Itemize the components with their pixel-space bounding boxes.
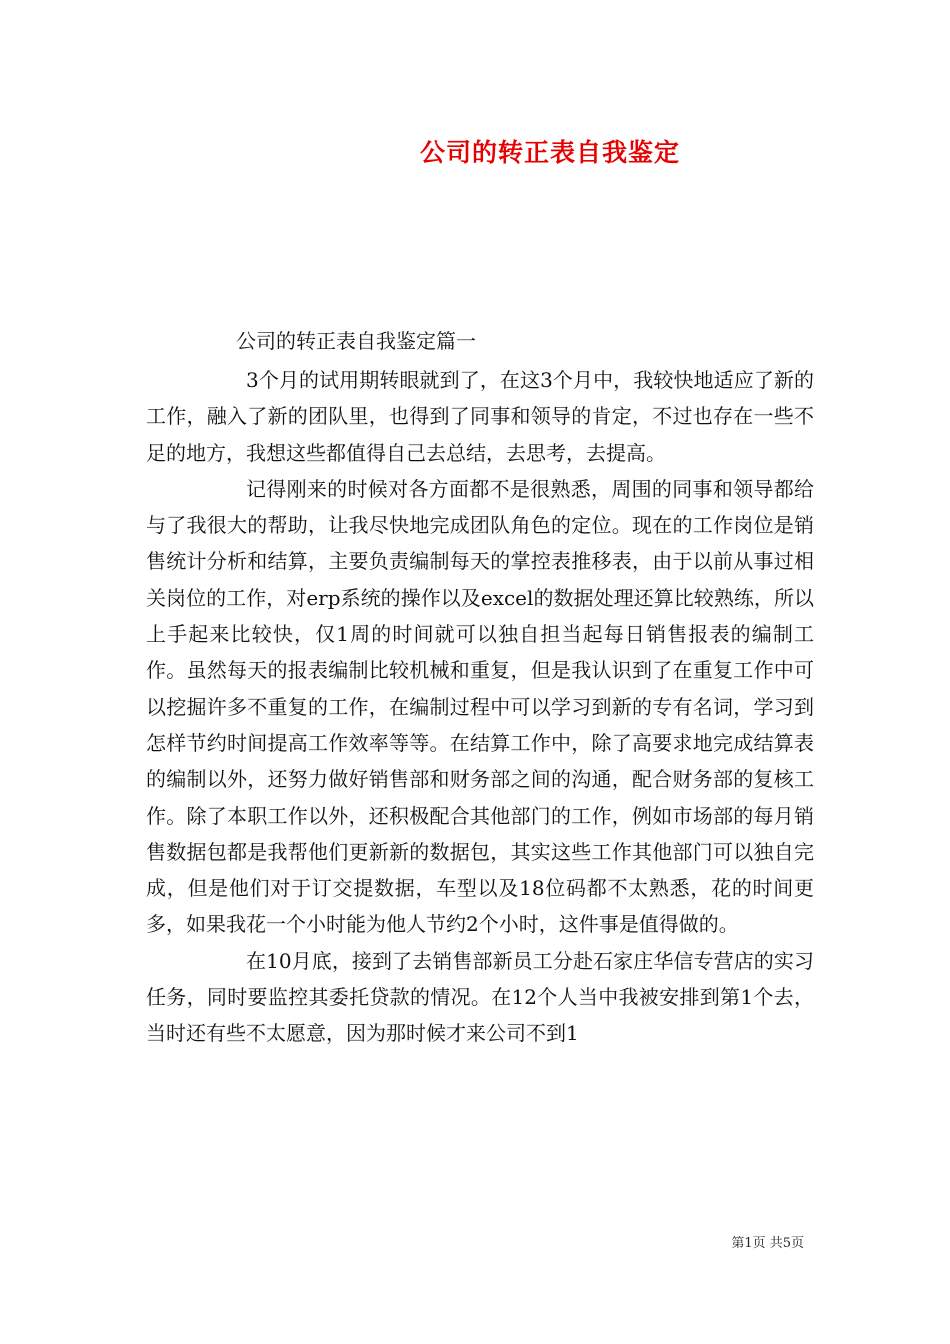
paragraph-3: 在10月底，接到了去销售部新员工分赴石家庄华信专营店的实习任务，同时要监控其委托贷款的情况。在12个人当中我被安排到第1个去，当时还有些不太愿意，因为那时候才来公司不到1 — [146, 948, 814, 1046]
paragraph-2: 记得刚来的时候对各方面都不是很熟悉，周围的同事和领导都给与了我很大的帮助，让我尽快地完成团队角色的定位。现在的工作岗位是销售统计分析和结算，主要负责编制每天的掌控表推移表，由于以前从事过相关岗位的工作，对erp系统的操作以及excel的数据处理还算比较熟练，所以上手起来比较快，仅1周的时间就可以独自担当起每日销售报表的编制工作。虽然每天的报表编制比较机械和重复，但是我认识到了在重复工作中可以挖掘许多不重复的工作，在编制过程中可以学习到新的专有名词，学习到怎样节约时间提高工作效率等等。在结算工作中，除了高要求地完成结算表的编制以外，还努力做好销售部和财务部之间的沟通，配合财务部的复核工作。除了本职工作以外，还积极配合其他部门的工作，例如市场部的每月销售数据包都是我帮他们更新新的数据包，其实这些工作其他部门可以独自完成，但是他们对于订交提数据，车型以及18位码都不太熟悉，花的时间更多，如果我花一个小时能为他人节约2个小时，这件事是值得做的。 — [146, 476, 814, 937]
page-number-footer: 第1页 共5页 — [731, 1236, 804, 1251]
document-title: 公司的转正表自我鉴定 — [419, 138, 680, 167]
paragraph-1: 3个月的试用期转眼就到了，在这3个月中，我较快地适应了新的工作，融入了新的团队里，也得到了同事和领导的肯定，不过也存在一些不足的地方，我想这些都值得自己去总结，去思考，去提高。 — [146, 368, 814, 465]
document-body — [146, 362, 814, 1052]
section-heading: 公司的转正表自我鉴定篇一 — [236, 329, 476, 353]
